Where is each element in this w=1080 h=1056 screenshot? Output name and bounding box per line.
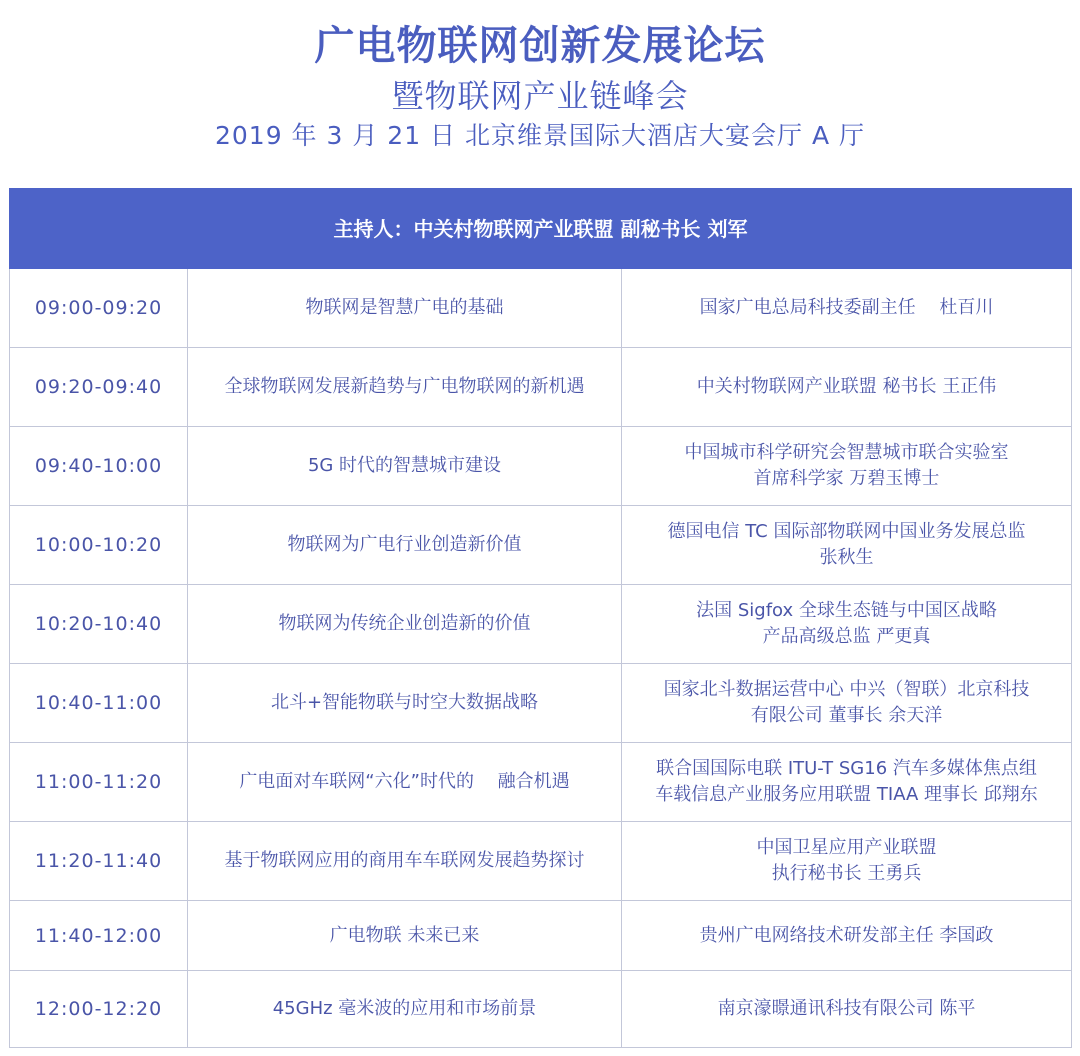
speaker-line: 执行秘书长 王勇兵 [771,863,922,884]
agenda-speaker [622,743,1072,822]
speaker-line: 有限公司 董事长 余天洋 [750,705,943,726]
agenda-topic: 5G 时代的智慧城市建设 [188,427,622,506]
agenda-speaker [622,269,1072,348]
agenda-topic: 物联网为广电行业创造新价值 [188,506,622,585]
agenda-row [10,822,1072,901]
speaker-line: 产品高级总监 严更真 [762,626,931,647]
speaker-line: 贵州广电网络技术研发部主任 李国政 [699,924,994,946]
agenda-row [10,427,1072,506]
speaker-line: 中国城市科学研究会智慧城市联合实验室 [684,442,1009,463]
agenda-row [10,348,1072,427]
agenda-time: 10:20-10:40 [10,585,188,664]
agenda-time: 10:40-11:00 [10,664,188,743]
agenda-time: 12:00-12:20 [10,971,188,1048]
speaker-line: 国家广电总局科技委副主任 杜百川 [699,297,994,318]
speaker-line: 南京濠暻通讯科技有限公司 陈平 [717,998,976,1019]
event-subtitle: 暨物联网产业链峰会 [391,77,689,115]
speaker-line: 车载信息产业服务应用联盟 TIAA 理事长 邱翔东 [655,784,1038,805]
agenda-speaker [622,585,1072,664]
agenda-time: 09:20-09:40 [10,348,188,427]
agenda-speaker [622,971,1072,1048]
agenda-time: 10:00-10:20 [10,506,188,585]
agenda-speaker [622,901,1072,971]
agenda-time: 09:00-09:20 [10,269,188,348]
agenda-speaker [622,348,1072,427]
agenda-speaker [622,506,1072,585]
agenda-speaker [622,664,1072,743]
agenda-row [10,506,1072,585]
agenda-row [10,743,1072,822]
speaker-line: 法国 Sigfox 全球生态链与中国区战略 [696,600,997,621]
agenda-row [10,664,1072,743]
agenda-row [10,971,1072,1048]
agenda-time: 09:40-10:00 [10,427,188,506]
agenda-topic: 北斗+智能物联与时空大数据战略 [188,664,622,743]
speaker-line: 国家北斗数据运营中心 中兴（智联）北京科技 [663,679,1030,700]
agenda-topic: 物联网是智慧广电的基础 [188,269,622,348]
agenda-time: 11:00-11:20 [10,743,188,822]
speaker-line: 联合国国际电联 ITU-T SG16 汽车多媒体焦点组 [656,758,1037,779]
agenda-speaker [622,822,1072,901]
agenda-time: 11:40-12:00 [10,901,188,971]
agenda-topic: 45GHz 毫米波的应用和市场前景 [188,971,622,1048]
agenda-row [10,269,1072,348]
speaker-line: 张秋生 [819,547,874,568]
host-label: 主持人：中关村物联网产业联盟 副秘书长 刘军 [10,189,1072,269]
agenda-topic: 广电面对车联网“六化”时代的 融合机遇 [188,743,622,822]
event-title: 广电物联网创新发展论坛 [314,23,766,69]
event-date-venue: 2019 年 3 月 21 日 北京维景国际大酒店大宴会厅 A 厅 [214,121,866,150]
speaker-line: 首席科学家 万碧玉博士 [753,468,940,489]
agenda-topic: 广电物联 未来已来 [188,901,622,971]
speaker-line: 中国卫星应用产业联盟 [756,837,937,858]
agenda-table [9,188,1072,1048]
agenda-time: 11:20-11:40 [10,822,188,901]
agenda-row [10,585,1072,664]
agenda-topic: 基于物联网应用的商用车车联网发展趋势探讨 [188,822,622,901]
agenda-speaker [622,427,1072,506]
agenda-topic: 物联网为传统企业创造新的价值 [188,585,622,664]
agenda-topic: 全球物联网发展新趋势与广电物联网的新机遇 [188,348,622,427]
speaker-line: 中关村物联网产业联盟 秘书长 王正伟 [696,376,997,397]
speaker-line: 德国电信 TC 国际部物联网中国业务发展总监 [667,521,1026,542]
agenda-row [10,901,1072,971]
host-row [10,189,1072,269]
